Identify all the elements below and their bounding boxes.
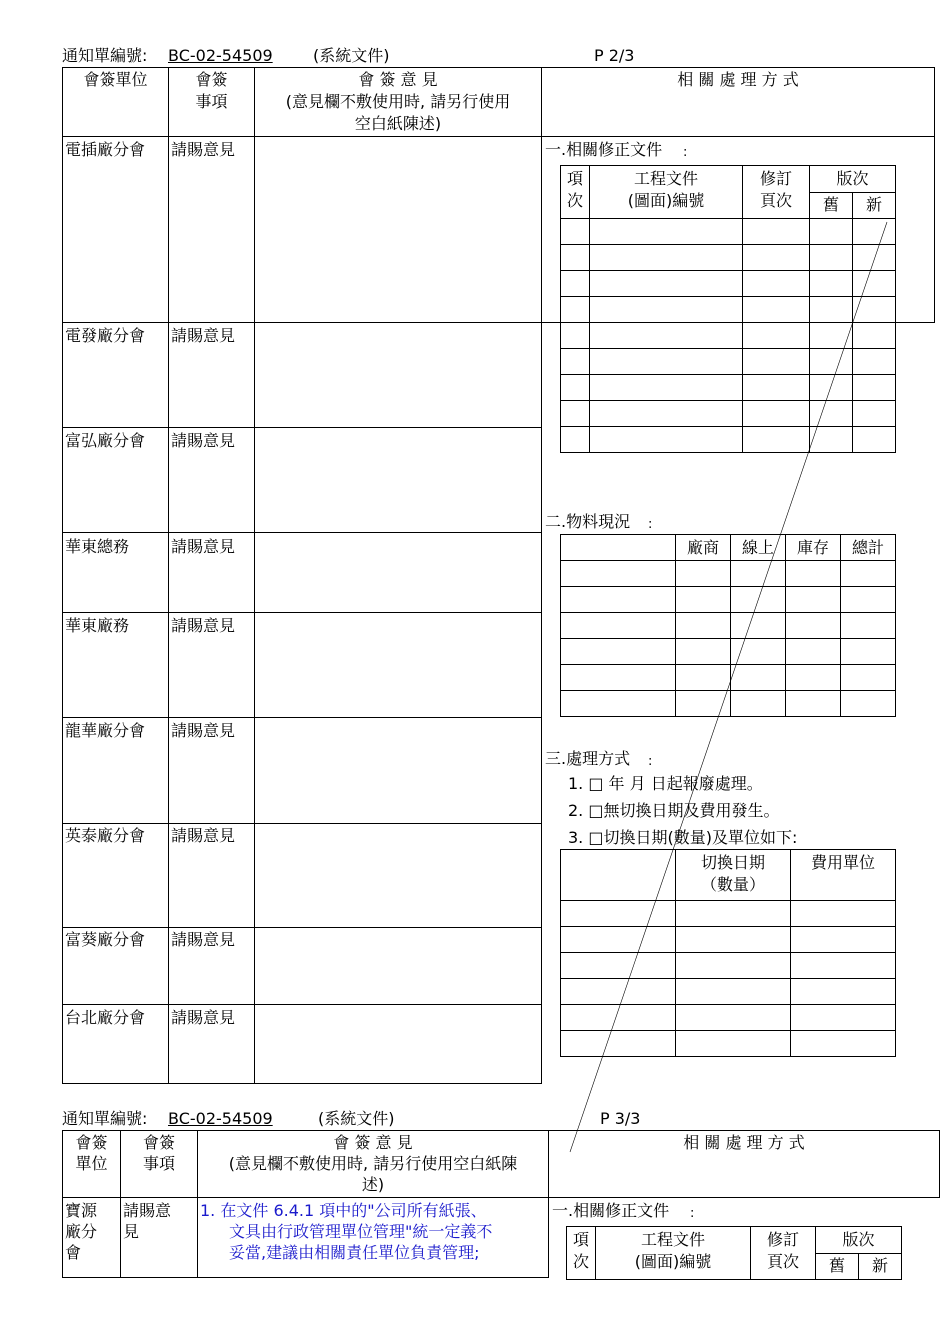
col-item-l2: 次 [572,1252,589,1271]
row-unit: 華東廠務 [65,616,130,635]
col-item-l1: 項 [572,1230,589,1249]
col-header-unit-l1: 會簽 [75,1133,108,1152]
col-total: 總計 [841,535,896,561]
col-doc-l2: (圖面)編號 [634,1252,712,1271]
section-title: 二.物料現況 [545,512,631,531]
col-stock: 庫存 [786,535,841,561]
row-item: 請賜意見 [171,616,236,635]
col-version: 版次 [810,166,896,193]
row-unit: 富弘廠分會 [65,431,146,450]
option-no-switch: 2. □無切換日期及費用發生。 [568,801,780,820]
revision-doc-table [566,1226,902,1280]
row-item: 請賜意見 [171,140,236,159]
col-header-opinion-l3: 空白紙陳述) [354,114,442,133]
notice-number: BC-02-54509 [168,46,273,65]
col-doc-l1: 工程文件 [633,169,698,188]
option-scrap: 1. □ 年 月 日起報廢處理。 [568,774,763,793]
col-header-opinion-l2: (意見欄不敷使用時, 請另行使用 [285,92,511,111]
col-vendor: 廠商 [676,535,731,561]
row-unit-l3: 會 [65,1243,82,1262]
col-version: 版次 [816,1227,902,1254]
opinion-text-l1: 1. 在文件 6.4.1 項中的"公司所有紙張、 [200,1201,487,1220]
col-header-item-l2: 事項 [142,1154,175,1173]
row-item: 請賜意見 [171,930,236,949]
col-online: 線上 [731,535,786,561]
col-header-item-l1: 會簽 [195,70,228,89]
col-page-l1: 修訂 [759,169,792,188]
row-unit-l2: 廠分 [65,1222,98,1241]
col-header-item-l1: 會簽 [142,1133,175,1152]
col-header-handling: 相 關 處 理 方 式 [683,1133,805,1152]
row-item: 請賜意見 [171,826,236,845]
section-title: 一.相關修正文件 [552,1201,670,1220]
row-item-l1: 請賜意 [123,1201,172,1220]
col-old: 舊 [810,192,853,219]
col-new: 新 [853,192,896,219]
col-switch-date-l2: （數量） [700,875,765,894]
col-page-l1: 修訂 [766,1230,799,1249]
row-item: 請賜意見 [171,721,236,740]
row-item-l2: 見 [123,1222,140,1241]
col-header-item-l2: 事項 [195,92,228,111]
col-header-unit: 會簽單位 [83,70,148,89]
row-unit: 英泰廠分會 [65,826,146,845]
section-title: 一.相關修正文件 [545,140,663,159]
row-unit-l1: 寶源 [65,1201,98,1220]
col-header-opinion-l1: 會 簽 意 見 [333,1133,413,1152]
row-item: 請賜意見 [171,1008,236,1027]
col-item-l2: 次 [566,191,583,210]
page-number: P 3/3 [600,1109,641,1128]
notice-number: BC-02-54509 [168,1109,273,1128]
page-number: P 2/3 [594,46,635,65]
row-unit: 台北廠分會 [65,1008,146,1027]
row-unit: 華東總務 [65,537,130,556]
section-title: 三.處理方式 [545,749,631,768]
doc-type: (系統文件) [313,46,390,65]
row-unit: 電插廠分會 [65,140,146,159]
row-unit: 龍華廠分會 [65,721,146,740]
opinion-text-l2: 文具由行政管理單位管理"統一定義不 [229,1222,493,1241]
col-header-opinion-l3: 述) [361,1175,385,1194]
opinion-text-l3: 妥當,建議由相關責任單位負責管理; [229,1243,480,1262]
col-item-l1: 項 [566,169,583,188]
notice-label: 通知單編號: [62,46,148,65]
col-doc-l2: (圖面)編號 [627,191,705,210]
col-header-opinion-l2: (意見欄不敷使用時, 請另行使用空白紙陳 [228,1154,518,1173]
col-page-l2: 頁次 [766,1252,799,1271]
option-switch-date: 3. □切換日期(數量)及單位如下: [568,828,798,847]
row-item: 請賜意見 [171,326,236,345]
row-item: 請賜意見 [171,431,236,450]
col-header-handling: 相 關 處 理 方 式 [677,70,799,89]
col-new: 新 [859,1253,902,1280]
col-old: 舊 [816,1253,859,1280]
col-cost-unit: 費用單位 [791,850,896,901]
row-item: 請賜意見 [171,537,236,556]
col-switch-date-l1: 切換日期 [700,853,765,872]
row-unit: 電發廠分會 [65,326,146,345]
col-doc-l1: 工程文件 [640,1230,705,1249]
doc-type: (系統文件) [318,1109,395,1128]
col-header-opinion-l1: 會 簽 意 見 [358,70,438,89]
notice-label: 通知單編號: [62,1109,148,1128]
row-unit: 富葵廠分會 [65,930,146,949]
col-page-l2: 頁次 [759,191,792,210]
col-header-unit-l2: 單位 [75,1154,108,1173]
